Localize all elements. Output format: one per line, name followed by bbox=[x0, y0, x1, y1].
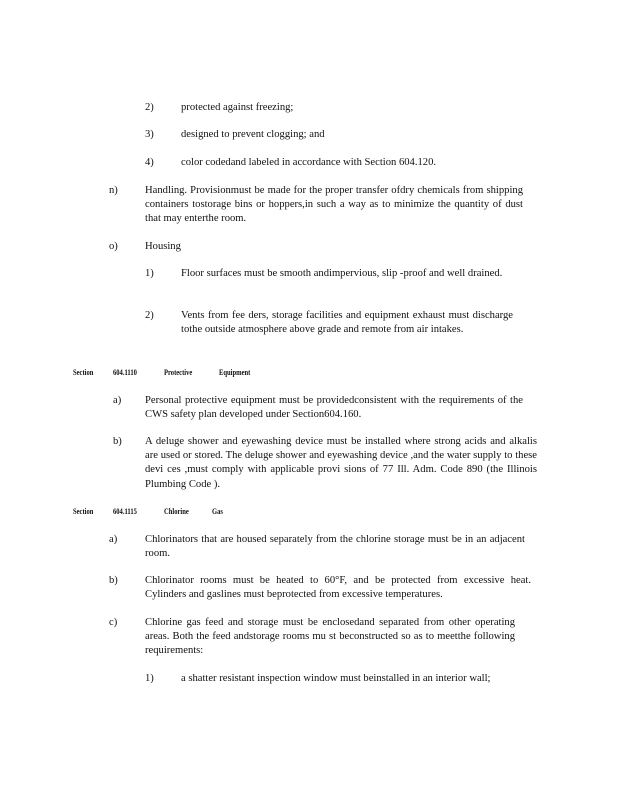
item-label: b) bbox=[109, 575, 118, 586]
list-item-number: 2) bbox=[145, 102, 154, 113]
paragraph-deluge: A deluge shower and eyewashing device must be installed where strong acids and alkalis are used or stored. The deluge shower and eyewashing device ,and the water supply to these devi ces ,must comply with applicable provi sions of 77 Ill. Adm. Code 890 (the Illinois Plumbing Code ). bbox=[145, 436, 537, 490]
section-number: 604.1115 bbox=[113, 507, 137, 516]
section-word: Section bbox=[73, 368, 94, 377]
item-label: a) bbox=[113, 395, 122, 406]
list-item-text: designed to prevent clogging; and bbox=[181, 129, 325, 140]
item-label: o) bbox=[109, 241, 118, 252]
item-label: c) bbox=[109, 617, 118, 628]
section-title: Chlorine bbox=[164, 507, 189, 516]
section-title: Protective bbox=[164, 368, 193, 377]
paragraph-chlorine-gas: Chlorine gas feed and storage must be enclosedand separated from other operating areas. Both the feed andstorage rooms mu st beconstructed so as to meetthe following requirements: bbox=[145, 617, 515, 657]
item-label: b) bbox=[113, 436, 122, 447]
section-title: Gas bbox=[212, 507, 223, 516]
paragraph-handling: Handling. Provisionmust be made for the proper transfer ofdry chemicals from shipping containers tostorage bins or hoppers,in such a way as to minimize the quantity of dust that may enterthe room. bbox=[145, 185, 523, 225]
list-item-text: Vents from fee ders, storage facilities and equipment exhaust must discharge tothe outside atmosphere above grade and remote from air intakes. bbox=[181, 310, 513, 336]
list-item-number: 1) bbox=[145, 673, 154, 684]
item-label: a) bbox=[109, 534, 118, 545]
list-item-text: color codedand labeled in accordance with Section 604.120. bbox=[181, 157, 437, 168]
paragraph-ppe: Personal protective equipment must be providedconsistent with the requirements of the CWS safety plan developed under Section604.160. bbox=[145, 395, 523, 421]
list-item-number: 1) bbox=[145, 268, 154, 279]
heading-housing: Housing bbox=[145, 241, 181, 252]
list-item-text: a shatter resistant inspection window must beinstalled in an interior wall; bbox=[181, 673, 491, 684]
list-item-number: 3) bbox=[145, 129, 154, 140]
section-number: 604.1110 bbox=[113, 368, 137, 377]
section-word: Section bbox=[73, 507, 94, 516]
list-item-number: 4) bbox=[145, 157, 154, 168]
item-label: n) bbox=[109, 185, 118, 196]
section-title: Equipment bbox=[219, 368, 251, 377]
list-item-number: 2) bbox=[145, 310, 154, 321]
list-item-text: protected against freezing; bbox=[181, 102, 294, 113]
paragraph-chlorinator-rooms: Chlorinator rooms must be heated to 60°F, and be protected from excessive heat. Cylinders and gaslines must beprotected from excessive temperatures. bbox=[145, 575, 531, 601]
paragraph-chlorinators: Chlorinators that are housed separately from the chlorine storage must be in an adjacent room. bbox=[145, 534, 525, 560]
list-item-text: Floor surfaces must be smooth andimpervious, slip -proof and well drained. bbox=[181, 268, 503, 279]
